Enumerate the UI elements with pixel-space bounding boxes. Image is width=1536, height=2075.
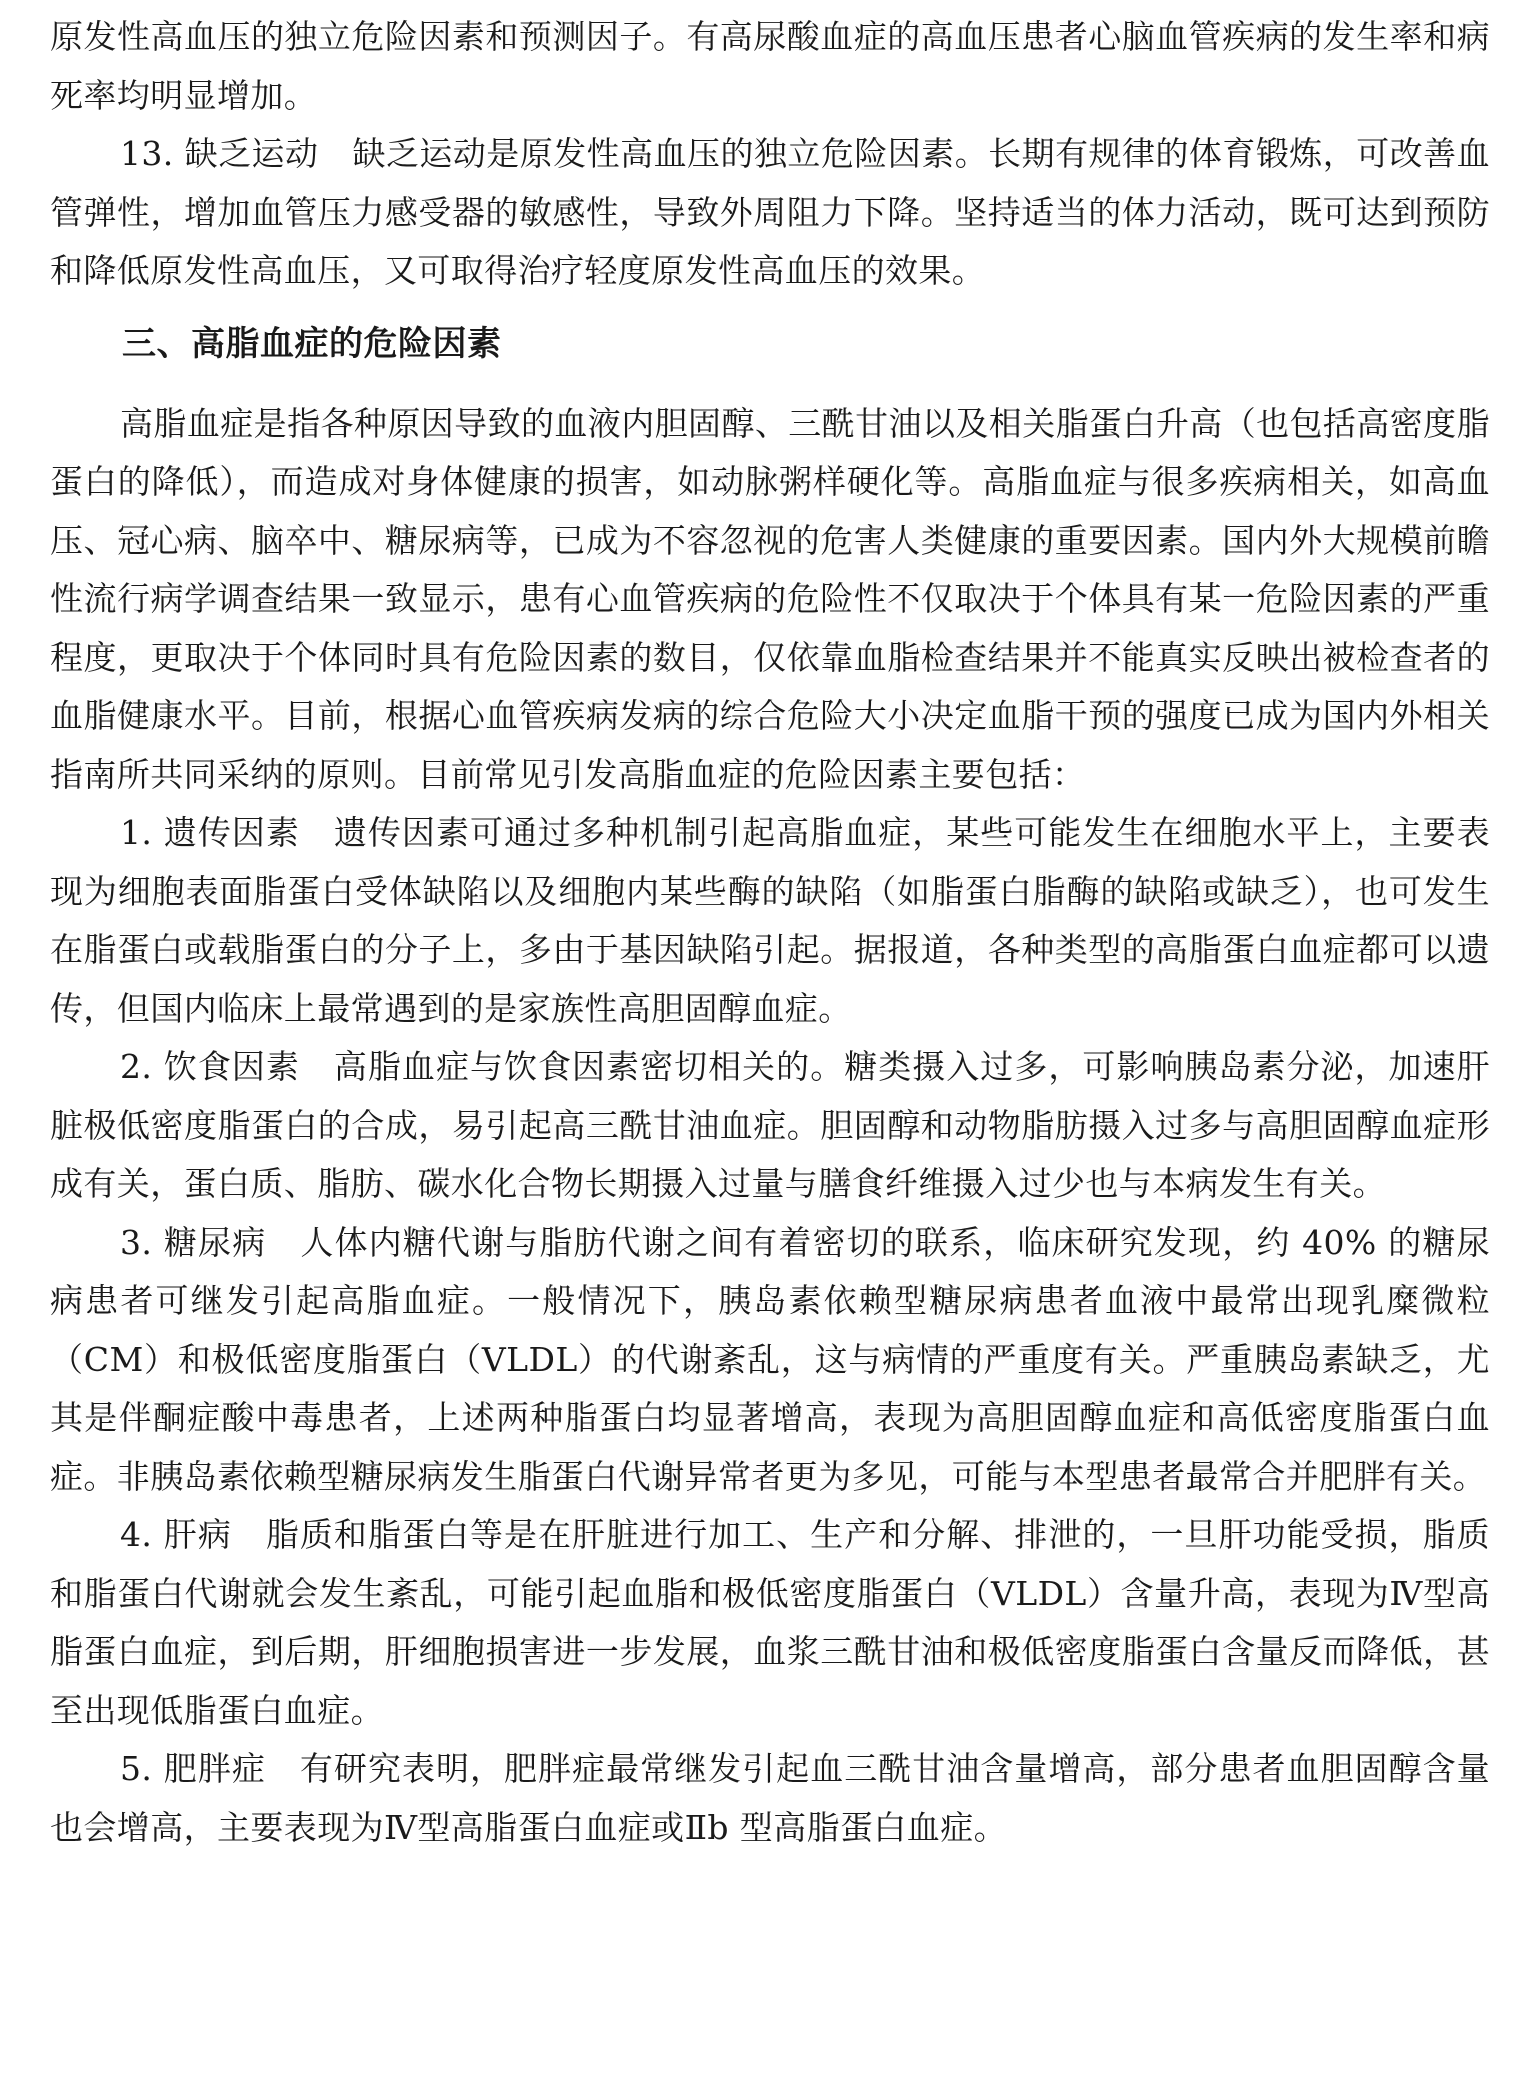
item-title: 1. 遗传因素 (120, 813, 300, 852)
section-heading: 三、高脂血症的危险因素 (122, 323, 502, 364)
item-body: 有研究表明，肥胖症最常继发引起血三酰甘油含量增高，部分患者血胆固醇含量也会增高，主要表现为Ⅳ型高脂蛋白血症或Ⅱb 型高脂蛋白血症。 (50, 1749, 1490, 1847)
list-item (50, 1038, 1490, 1214)
item-title: 2. 饮食因素 (120, 1047, 300, 1086)
item-title: 3. 糖尿病 (120, 1222, 267, 1262)
item-title: 4. 肝病 (120, 1515, 232, 1554)
list-item (50, 804, 1490, 1038)
list-item (50, 1214, 1490, 1507)
list-item (50, 1506, 1490, 1740)
item-body: 人体内糖代谢与脂肪代谢之间有着密切的联系，临床研究发现，约 40% 的糖尿病患者可继发引起高脂血症。一般情况下，胰岛素依赖型糖尿病患者血液中最常出现乳糜微粒（CM）和极低密度脂蛋白（VLDL）的代谢紊乱，这与病情的严重度有关。严重胰岛素缺乏，尤其是伴酮症酸中毒患者，上述两种脂蛋白均显著增高，表现为高胆固醇血症和高低密度脂蛋白血症。非胰岛素依赖型糖尿病发生脂蛋白代谢异常者更为多见，可能与本型患者最常合并肥胖有关。 (50, 1222, 1490, 1496)
item-body: 缺乏运动是原发性高血压的独立危险因素。长期有规律的体育锻炼，可改善血管弹性，增加血管压力感受器的敏感性，导致外周阻力下降。坚持适当的体力活动，既可达到预防和降低原发性高血压，又可取得治疗轻度原发性高血压的效果。 (50, 134, 1490, 290)
item-title: 13. 缺乏运动 (120, 134, 319, 173)
paragraph-continuation: 原发性高血压的独立危险因素和预测因子。有高尿酸血症的高血压患者心脑血管疾病的发生率和病死率均明显增加。 (50, 17, 1490, 115)
item-body: 高脂血症与饮食因素密切相关的。糖类摄入过多，可影响胰岛素分泌，加速肝脏极低密度脂蛋白的合成，易引起高三酰甘油血症。胆固醇和动物脂肪摄入过多与高胆固醇血症形成有关，蛋白质、脂肪、碳水化合物长期摄入过量与膳食纤维摄入过少也与本病发生有关。 (50, 1047, 1490, 1203)
list-item (50, 1740, 1490, 1857)
paragraph-lack-of-exercise (50, 125, 1490, 301)
item-body: 遗传因素可通过多种机制引起高脂血症，某些可能发生在细胞水平上，主要表现为细胞表面脂蛋白受体缺陷以及细胞内某些酶的缺陷（如脂蛋白脂酶的缺陷或缺乏），也可发生在脂蛋白或载脂蛋白的分子上，多由于基因缺陷引起。据报道，各种类型的高脂蛋白血症都可以遗传，但国内临床上最常遇到的是家族性高胆固醇血症。 (50, 813, 1490, 1028)
section-intro-paragraph: 高脂血症是指各种原因导致的血液内胆固醇、三酰甘油以及相关脂蛋白升高（也包括高密度脂蛋白的降低），而造成对身体健康的损害，如动脉粥样硬化等。高脂血症与很多疾病相关，如高血压、冠心病、脑卒中、糖尿病等，已成为不容忽视的危害人类健康的重要因素。国内外大规模前瞻性流行病学调查结果一致显示，患有心血管疾病的危险性不仅取决于个体具有某一危险因素的严重程度，更取决于个体同时具有危险因素的数目，仅依靠血脂检查结果并不能真实反映出被检查者的血脂健康水平。目前，根据心血管疾病发病的综合危险大小决定血脂干预的强度已成为国内外相关指南所共同采纳的原则。目前常见引发高脂血症的危险因素主要包括： (50, 403, 1490, 794)
item-title: 5. 肥胖症 (120, 1749, 266, 1788)
item-body: 脂质和脂蛋白等是在肝脏进行加工、生产和分解、排泄的，一旦肝功能受损，脂质和脂蛋白代谢就会发生紊乱，可能引起血脂和极低密度脂蛋白（VLDL）含量升高，表现为Ⅳ型高脂蛋白血症，到后期，肝细胞损害进一步发展，血浆三酰甘油和极低密度脂蛋白含量反而降低，甚至出现低脂蛋白血症。 (50, 1515, 1490, 1730)
document-page (50, 8, 1490, 1857)
